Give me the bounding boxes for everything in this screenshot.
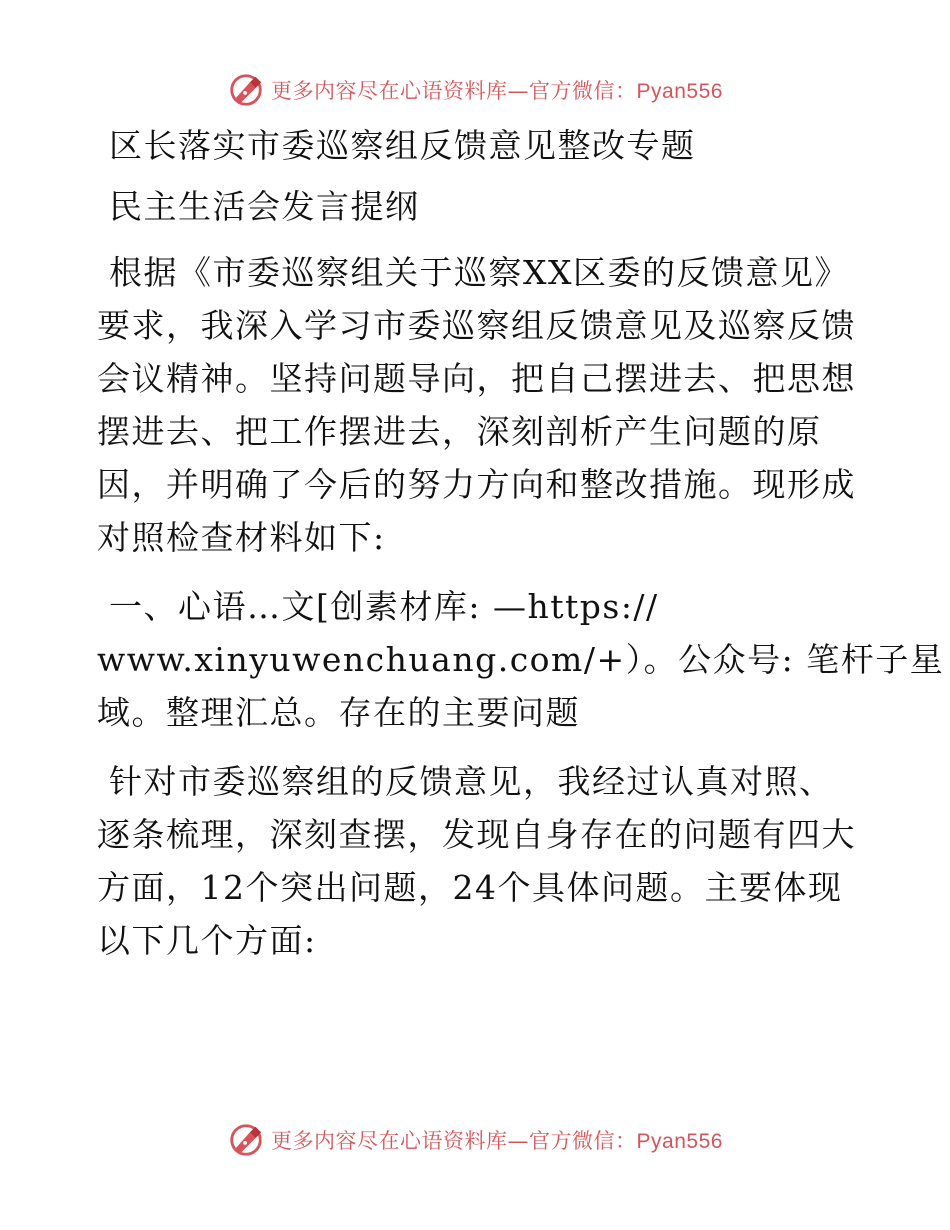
paragraph-line: 要求，我深入学习市委巡察组反馈意见及巡察反馈: [97, 306, 856, 345]
pen-nib-logo-icon: [227, 71, 265, 109]
banner-wechat-id: Pyan556: [636, 80, 723, 103]
document-title-line2: 民主生活会发言提纲: [109, 187, 420, 226]
paragraph-line: 以下几个方面:: [97, 921, 317, 960]
banner-wechat-label: 官方微信：: [529, 1129, 637, 1153]
paragraph-line: 针对市委巡察组的反馈意见，我经过认真对照、: [109, 762, 834, 801]
banner-text: [271, 1125, 723, 1155]
pen-nib-logo-icon: [227, 1121, 265, 1159]
paragraph-line: 根据《市委巡察组关于巡察XX区委的反馈意见》: [109, 253, 849, 292]
paragraph-line: 方面，12个突出问题，24个具体问题。主要体现: [97, 868, 843, 907]
banner-dash: —: [507, 79, 530, 103]
document-title-line1: 区长落实市委巡察组反馈意见整改专题: [109, 126, 696, 165]
paragraph-line: 对照检查材料如下:: [97, 518, 386, 557]
paragraph-line: 因，并明确了今后的努力方向和整改措施。现形成: [97, 465, 856, 504]
document-body: [97, 122, 945, 983]
paragraph-line: 摆进去、把工作摆进去，深刻剖析产生问题的原: [97, 412, 822, 451]
footer-banner: [0, 1118, 950, 1162]
section-heading-problems: [97, 580, 945, 739]
banner-slogan: 更多内容尽在心语资料库: [271, 1129, 508, 1153]
banner-slogan: 更多内容尽在心语资料库: [271, 79, 508, 103]
banner-wechat-id: Pyan556: [636, 1130, 723, 1153]
banner-text: [271, 75, 723, 105]
paragraph-line: 逐条梳理，深刻查摆，发现自身存在的问题有四大: [97, 815, 856, 854]
banner-wechat-label: 官方微信：: [529, 79, 637, 103]
header-banner: [0, 68, 950, 112]
paragraph-line: www.xinyuwenchuang.com/+）。公众号: 笔杆子星: [97, 640, 945, 679]
paragraph-line: 域。整理汇总。存在的主要问题: [97, 693, 580, 732]
paragraph-intro: [97, 246, 857, 564]
paragraph-line: 一、心语…文[创素材库: —https://: [109, 587, 659, 626]
paragraph-line: 会议精神。坚持问题导向，把自己摆进去、把思想: [97, 359, 856, 398]
banner-dash: —: [507, 1129, 530, 1153]
paragraph-findings: [97, 755, 857, 967]
